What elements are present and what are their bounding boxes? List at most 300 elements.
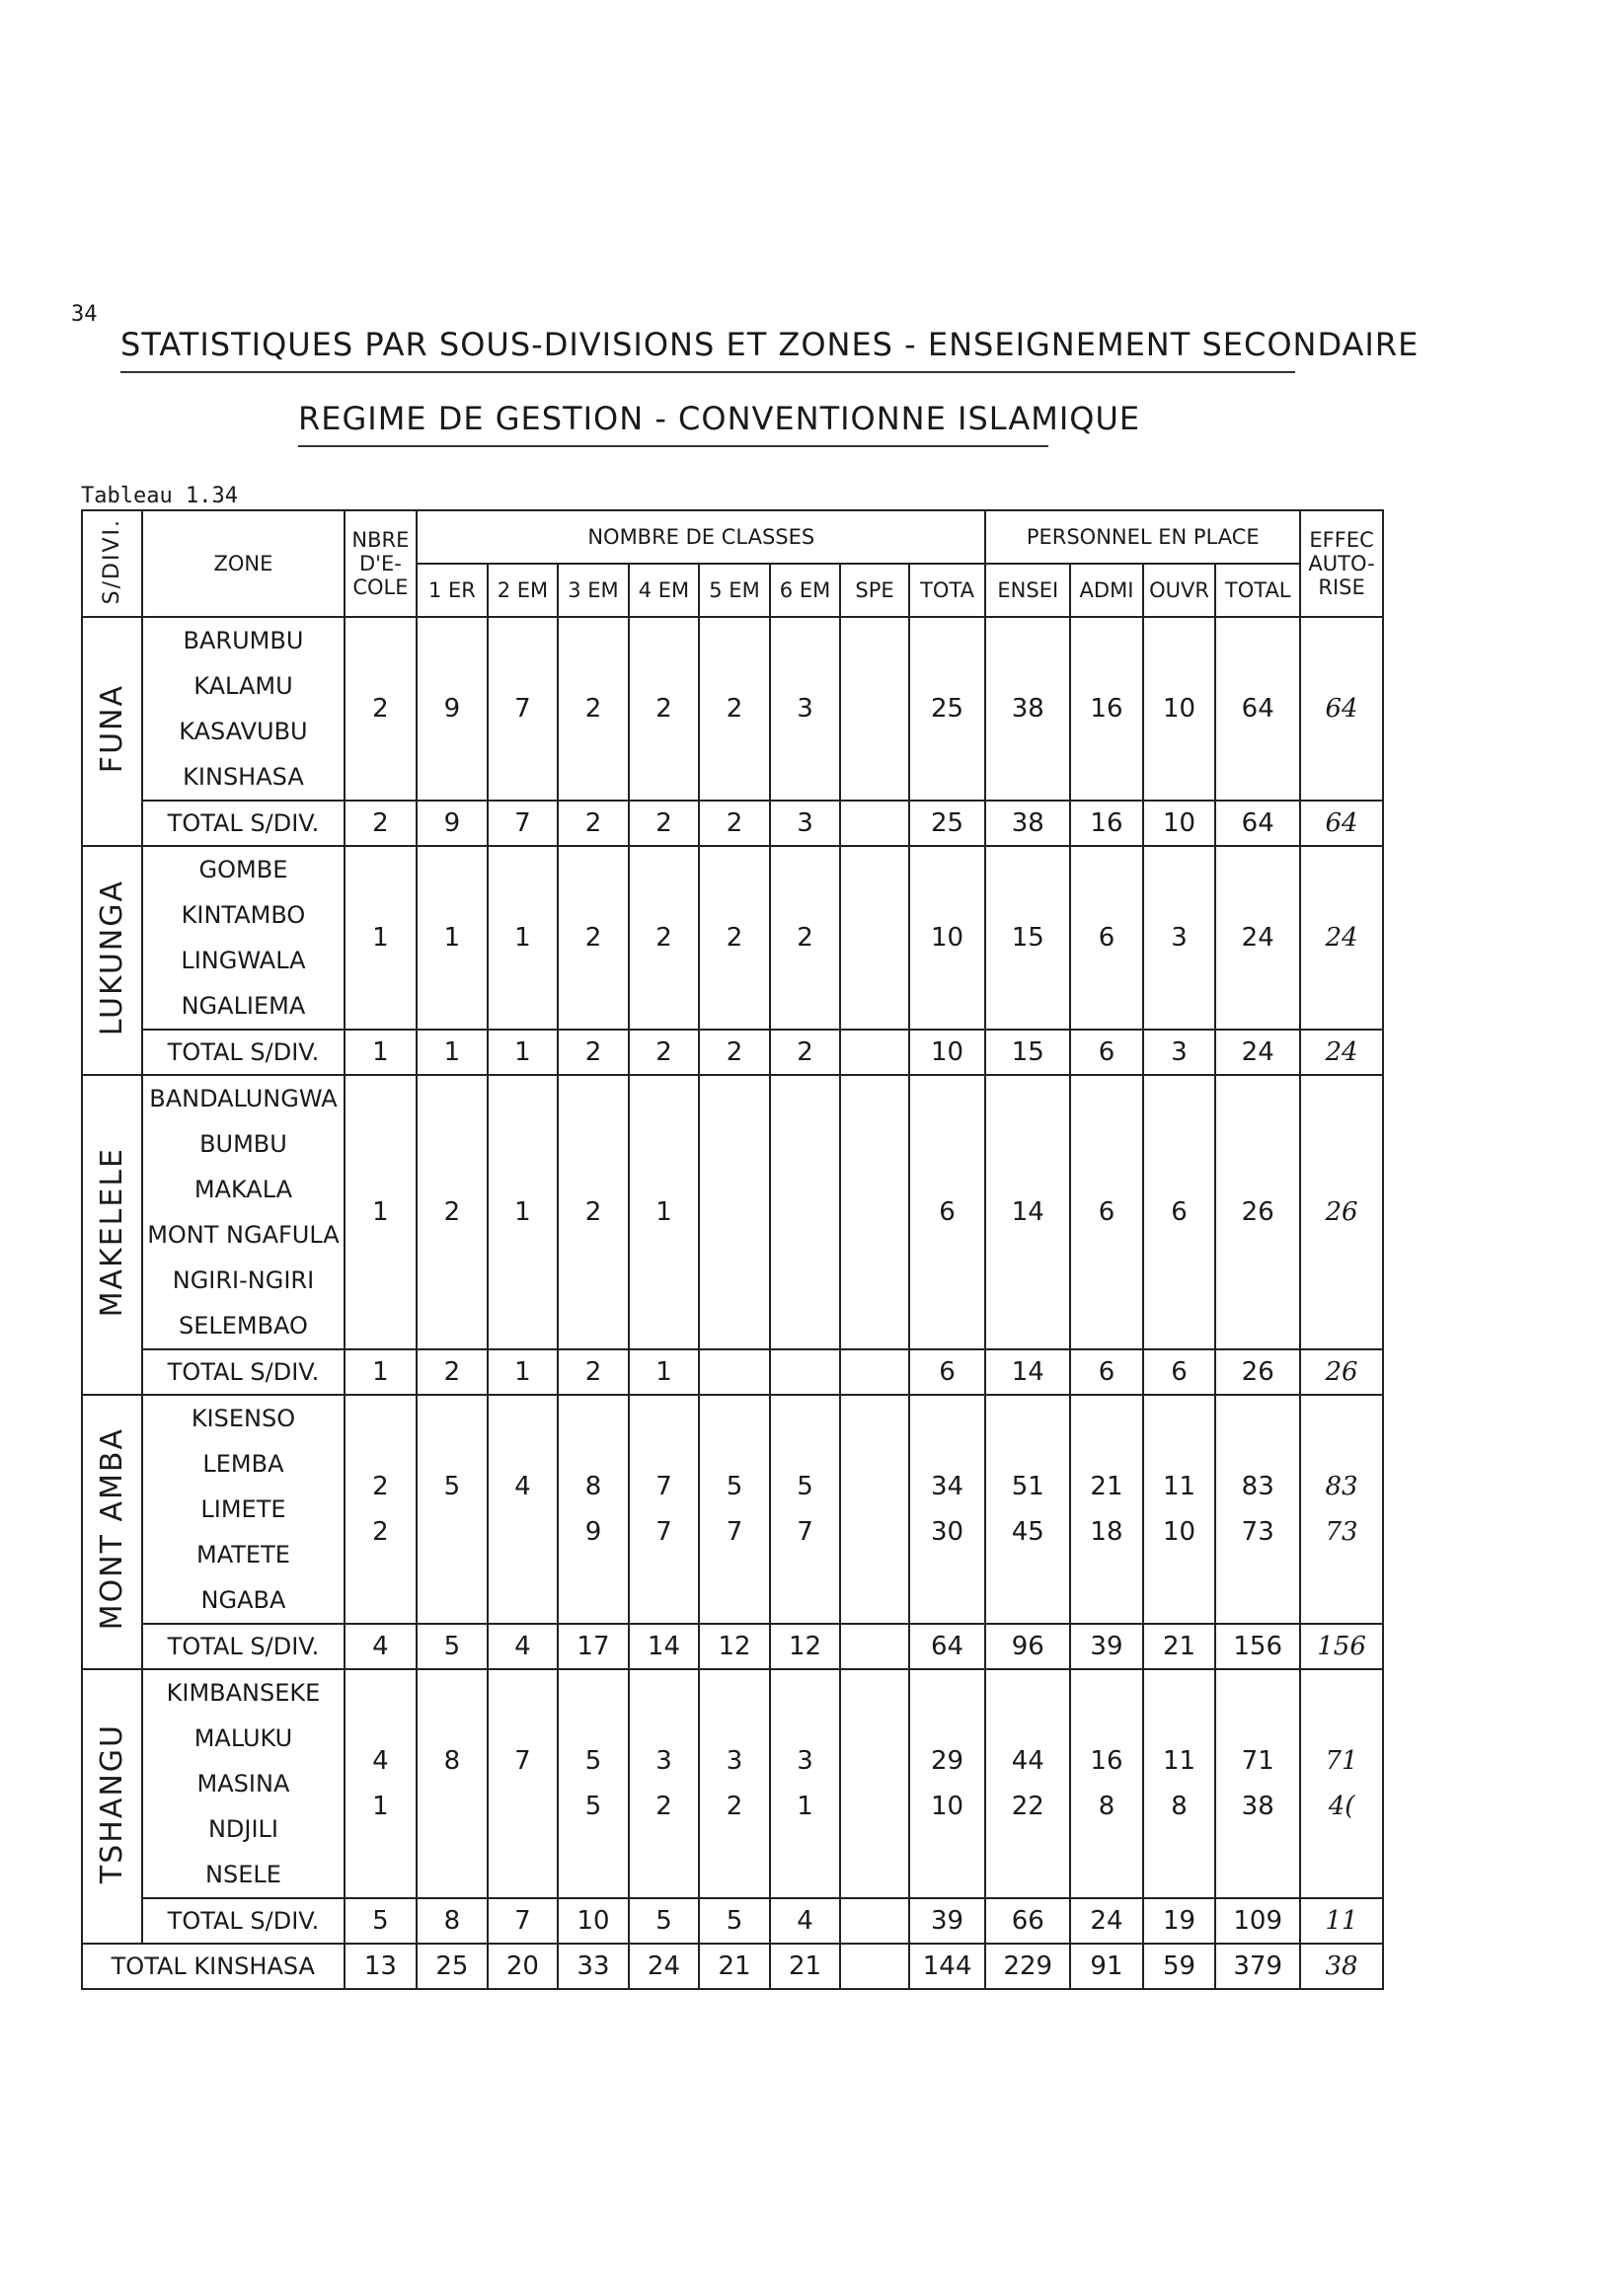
- cell-value: 8: [1171, 1792, 1188, 1821]
- total-value: 8: [417, 1898, 488, 1944]
- header-class-2: 3 EM: [558, 564, 629, 617]
- total-value: 6: [1143, 1349, 1216, 1395]
- cell-value: 3: [797, 1746, 813, 1776]
- data-cell: [770, 1669, 841, 1898]
- page-number: 34: [71, 302, 98, 327]
- zone-name: KISENSO: [191, 1405, 296, 1432]
- cell-value: 16: [1090, 694, 1123, 724]
- data-cell: [1143, 846, 1216, 1030]
- zone-name: MATETE: [196, 1541, 290, 1569]
- cell-value: 5: [584, 1746, 602, 1776]
- cell-value: [774, 1189, 837, 1235]
- grand-total-value: 379: [1215, 1944, 1300, 1989]
- total-value: 2: [629, 801, 700, 846]
- total-value: 1: [417, 1030, 488, 1075]
- zone-name: MAKALA: [193, 1176, 293, 1203]
- cell-value: 83: [1325, 1472, 1358, 1501]
- subdivision-name: [82, 1669, 142, 1944]
- cell-value: 64: [1241, 694, 1274, 724]
- data-cell: [1300, 1075, 1383, 1349]
- subdivision-total-row: [82, 1030, 1383, 1075]
- data-cell: [1143, 1669, 1216, 1898]
- cell-value: 6: [939, 1197, 956, 1227]
- data-cell: [1070, 1669, 1143, 1898]
- zone-name: KALAMU: [193, 672, 293, 700]
- cell-value: 45: [1011, 1517, 1044, 1547]
- total-value: 21: [1143, 1624, 1216, 1669]
- data-cell: [699, 846, 770, 1030]
- data-cell: [909, 1669, 986, 1898]
- cell-value: [844, 1784, 904, 1829]
- data-cell: [1215, 1669, 1300, 1898]
- cell-value: 11: [1162, 1746, 1196, 1776]
- data-cell: [629, 846, 700, 1030]
- zone-list: [142, 1395, 344, 1624]
- cell-value: 5: [584, 1792, 602, 1821]
- total-value: 2: [558, 1349, 629, 1395]
- data-cell: [417, 1075, 488, 1349]
- subdivision-row: [82, 1669, 1383, 1898]
- total-value: 6: [909, 1349, 986, 1395]
- total-value: 5: [629, 1898, 700, 1944]
- grand-total-value: 33: [558, 1944, 629, 1989]
- data-cell: [417, 1395, 488, 1624]
- data-cell: [840, 1669, 908, 1898]
- cell-value: 26: [1241, 1197, 1274, 1227]
- data-cell: [909, 1395, 986, 1624]
- total-value: 10: [558, 1898, 629, 1944]
- cell-value: 51: [1011, 1472, 1044, 1501]
- total-value: 10: [1143, 801, 1216, 846]
- data-cell: [417, 617, 488, 801]
- total-value: 9: [417, 801, 488, 846]
- cell-value: 7: [655, 1472, 672, 1501]
- cell-value: [492, 1784, 555, 1829]
- zone-name: KINTAMBO: [181, 901, 306, 929]
- cell-value: 30: [931, 1517, 964, 1547]
- total-label: TOTAL S/DIV.: [142, 801, 344, 846]
- subdivision-row: [82, 1395, 1383, 1624]
- subdivision-label: TSHANGU: [95, 1722, 130, 1884]
- data-cell: [985, 1395, 1070, 1624]
- total-value: 6: [1070, 1349, 1143, 1395]
- zone-name: MONT NGAFULA: [147, 1221, 340, 1249]
- total-value: 24: [1300, 1030, 1383, 1075]
- header-effec-autorise: EFFEC AUTO- RISE: [1300, 510, 1383, 617]
- data-cell: [488, 846, 559, 1030]
- cell-value: 5: [443, 1472, 461, 1501]
- total-value: 11: [1300, 1898, 1383, 1944]
- cell-value: 2: [584, 694, 602, 724]
- cell-value: 2: [655, 694, 672, 724]
- cell-value: 3: [1171, 923, 1188, 953]
- data-cell: [1143, 1075, 1216, 1349]
- total-value: 15: [985, 1030, 1070, 1075]
- cell-value: 18: [1090, 1517, 1123, 1547]
- cell-value: 2: [372, 694, 389, 724]
- cell-value: 4(: [1328, 1792, 1355, 1821]
- zone-name: BUMBU: [199, 1130, 287, 1158]
- grand-total-value: [840, 1944, 908, 1989]
- zone-list: [142, 846, 344, 1030]
- total-value: 2: [558, 1030, 629, 1075]
- zone-name: NGIRI-NGIRI: [172, 1266, 315, 1294]
- grand-total-value: 20: [488, 1944, 559, 1989]
- data-cell: [417, 846, 488, 1030]
- total-label: TOTAL S/DIV.: [142, 1030, 344, 1075]
- grand-total-value: 38: [1300, 1944, 1383, 1989]
- data-cell: [345, 1395, 418, 1624]
- cell-value: 64: [1325, 694, 1358, 724]
- total-value: 12: [699, 1624, 770, 1669]
- cell-value: 29: [931, 1746, 964, 1776]
- cell-value: 6: [1098, 1197, 1115, 1227]
- data-cell: [985, 1669, 1070, 1898]
- statistics-table: [81, 509, 1384, 1990]
- data-cell: [629, 1395, 700, 1624]
- data-cell: [1070, 1395, 1143, 1624]
- total-value: 3: [1143, 1030, 1216, 1075]
- cell-value: 7: [514, 1746, 531, 1776]
- header-personnel-1: ADMI: [1070, 564, 1143, 617]
- cell-value: 9: [443, 694, 461, 724]
- data-cell: [1300, 1395, 1383, 1624]
- data-cell: [770, 1075, 841, 1349]
- page-title: STATISTIQUES PAR SOUS-DIVISIONS ET ZONES - ENSEIGNEMENT SECONDAIRE: [120, 326, 1295, 373]
- cell-value: 1: [372, 923, 389, 953]
- header-nombre-de-classes: NOMBRE DE CLASSES: [417, 510, 985, 564]
- total-value: 66: [985, 1898, 1070, 1944]
- total-value: 64: [1215, 801, 1300, 846]
- cell-value: 10: [931, 923, 964, 953]
- cell-value: 38: [1241, 1792, 1274, 1821]
- cell-value: [844, 686, 904, 731]
- subdivision-name: [82, 617, 142, 846]
- total-value: 4: [488, 1624, 559, 1669]
- cell-value: 14: [1011, 1197, 1044, 1227]
- grand-total-value: 21: [699, 1944, 770, 1989]
- total-value: 24: [1215, 1030, 1300, 1075]
- total-value: [699, 1349, 770, 1395]
- zone-name: MALUKU: [193, 1724, 293, 1752]
- cell-value: 71: [1325, 1746, 1358, 1776]
- total-value: 2: [558, 801, 629, 846]
- data-cell: [840, 1075, 908, 1349]
- total-value: 2: [345, 801, 418, 846]
- total-value: 24: [1070, 1898, 1143, 1944]
- zone-list: [142, 617, 344, 801]
- data-cell: [840, 1395, 908, 1624]
- data-cell: [629, 1669, 700, 1898]
- total-value: 26: [1215, 1349, 1300, 1395]
- data-cell: [770, 617, 841, 801]
- zone-name: SELEMBAO: [178, 1312, 308, 1339]
- cell-value: [421, 1784, 484, 1829]
- total-value: 39: [909, 1898, 986, 1944]
- header-class-3: 4 EM: [629, 564, 700, 617]
- total-value: 2: [417, 1349, 488, 1395]
- subdivision-label: MONT AMBA: [95, 1427, 130, 1631]
- total-value: 156: [1300, 1624, 1383, 1669]
- data-cell: [770, 1395, 841, 1624]
- total-value: 38: [985, 801, 1070, 846]
- total-value: 12: [770, 1624, 841, 1669]
- total-value: 14: [629, 1624, 700, 1669]
- grand-total-value: 21: [770, 1944, 841, 1989]
- header-personnel-3: TOTAL: [1215, 564, 1300, 617]
- cell-value: 6: [1098, 923, 1115, 953]
- data-cell: [1215, 617, 1300, 801]
- cell-value: 2: [443, 1197, 461, 1227]
- zone-name: KIMBANSEKE: [166, 1679, 321, 1707]
- data-cell: [488, 1669, 559, 1898]
- data-cell: [985, 1075, 1070, 1349]
- data-cell: [488, 1395, 559, 1624]
- cell-value: 8: [1098, 1792, 1115, 1821]
- cell-value: 8: [584, 1472, 602, 1501]
- data-cell: [417, 1669, 488, 1898]
- cell-value: [703, 1189, 766, 1235]
- cell-value: 3: [797, 694, 813, 724]
- total-value: 5: [345, 1898, 418, 1944]
- subdivision-label: LUKUNGA: [95, 879, 130, 1036]
- cell-value: 3: [655, 1746, 672, 1776]
- cell-value: 3: [726, 1746, 743, 1776]
- total-label: TOTAL S/DIV.: [142, 1898, 344, 1944]
- subdivision-label: FUNA: [95, 683, 130, 774]
- total-value: 3: [770, 801, 841, 846]
- total-value: 26: [1300, 1349, 1383, 1395]
- zone-name: LINGWALA: [181, 947, 306, 974]
- grand-total-value: 59: [1143, 1944, 1216, 1989]
- cell-value: 73: [1325, 1517, 1358, 1547]
- cell-value: 22: [1011, 1792, 1044, 1821]
- data-cell: [770, 846, 841, 1030]
- cell-value: 7: [797, 1517, 813, 1547]
- total-value: 7: [488, 801, 559, 846]
- grand-total-value: 144: [909, 1944, 986, 1989]
- header-zone: ZONE: [142, 510, 344, 617]
- zone-name: KASAVUBU: [179, 718, 308, 745]
- data-cell: [345, 1075, 418, 1349]
- cell-value: 21: [1090, 1472, 1123, 1501]
- header-class-4: 5 EM: [699, 564, 770, 617]
- data-cell: [629, 617, 700, 801]
- cell-value: 2: [372, 1517, 389, 1547]
- total-value: 10: [909, 1030, 986, 1075]
- zone-name: NDJILI: [207, 1815, 278, 1843]
- grand-total-value: 229: [985, 1944, 1070, 1989]
- cell-value: 7: [655, 1517, 672, 1547]
- total-value: [840, 1898, 908, 1944]
- header-nbre-ecole: NBRE D'E- COLE: [345, 510, 418, 617]
- grand-total-value: 25: [417, 1944, 488, 1989]
- total-value: [840, 1349, 908, 1395]
- data-cell: [558, 1075, 629, 1349]
- subdivision-name: [82, 846, 142, 1075]
- total-value: 2: [629, 1030, 700, 1075]
- data-cell: [345, 1669, 418, 1898]
- cell-value: [421, 1509, 484, 1555]
- total-value: 39: [1070, 1624, 1143, 1669]
- cell-value: 2: [584, 923, 602, 953]
- zone-name: BANDALUNGWA: [149, 1085, 338, 1112]
- subdivision-row: [82, 617, 1383, 801]
- data-cell: [558, 1395, 629, 1624]
- cell-value: 8: [443, 1746, 461, 1776]
- total-value: [840, 1030, 908, 1075]
- cell-value: 38: [1011, 694, 1044, 724]
- cell-value: 1: [372, 1792, 389, 1821]
- total-value: 1: [488, 1030, 559, 1075]
- data-cell: [985, 846, 1070, 1030]
- data-cell: [1300, 617, 1383, 801]
- header-class-6: SPE: [840, 564, 908, 617]
- grand-total-row: [82, 1944, 1383, 1989]
- data-cell: [840, 846, 908, 1030]
- subdivision-total-row: [82, 1898, 1383, 1944]
- cell-value: 1: [655, 1197, 672, 1227]
- total-value: 4: [770, 1898, 841, 1944]
- zone-name: LIMETE: [200, 1495, 286, 1523]
- header-personnel-0: ENSEI: [985, 564, 1070, 617]
- header-personnel-2: OUVR: [1143, 564, 1216, 617]
- header-class-0: 1 ER: [417, 564, 488, 617]
- table-caption: Tableau 1.34: [81, 484, 238, 508]
- zone-list: [142, 1669, 344, 1898]
- total-label: TOTAL S/DIV.: [142, 1349, 344, 1395]
- cell-value: 2: [372, 1472, 389, 1501]
- cell-value: 7: [514, 694, 531, 724]
- cell-value: 44: [1011, 1746, 1044, 1776]
- total-value: 5: [417, 1624, 488, 1669]
- total-value: 109: [1215, 1898, 1300, 1944]
- data-cell: [1300, 846, 1383, 1030]
- cell-value: 1: [514, 1197, 531, 1227]
- data-cell: [985, 617, 1070, 801]
- total-value: 17: [558, 1624, 629, 1669]
- cell-value: 2: [655, 1792, 672, 1821]
- cell-value: [844, 1509, 904, 1555]
- total-value: 96: [985, 1624, 1070, 1669]
- cell-value: 9: [584, 1517, 602, 1547]
- total-value: 1: [345, 1030, 418, 1075]
- data-cell: [1215, 1395, 1300, 1624]
- data-cell: [1143, 617, 1216, 801]
- cell-value: 24: [1325, 923, 1358, 953]
- zone-name: BARUMBU: [183, 627, 304, 654]
- total-value: 5: [699, 1898, 770, 1944]
- subdivision-name: [82, 1395, 142, 1669]
- cell-value: 2: [726, 1792, 743, 1821]
- total-value: 2: [699, 801, 770, 846]
- data-cell: [488, 617, 559, 801]
- header-class-1: 2 EM: [488, 564, 559, 617]
- total-value: 16: [1070, 801, 1143, 846]
- grand-total-value: 13: [345, 1944, 418, 1989]
- cell-value: [844, 1189, 904, 1235]
- cell-value: 1: [514, 923, 531, 953]
- cell-value: 83: [1241, 1472, 1274, 1501]
- data-cell: [345, 846, 418, 1030]
- total-value: [840, 801, 908, 846]
- total-value: 1: [629, 1349, 700, 1395]
- cell-value: 71: [1241, 1746, 1274, 1776]
- subdivision-row: [82, 1075, 1383, 1349]
- total-value: 2: [770, 1030, 841, 1075]
- subdivision-total-row: [82, 1624, 1383, 1669]
- subdivision-name: [82, 1075, 142, 1395]
- cell-value: 24: [1241, 923, 1274, 953]
- total-value: [840, 1624, 908, 1669]
- data-cell: [1300, 1669, 1383, 1898]
- cell-value: 2: [584, 1197, 602, 1227]
- data-cell: [558, 846, 629, 1030]
- grand-total-value: 24: [629, 1944, 700, 1989]
- cell-value: 34: [931, 1472, 964, 1501]
- cell-value: [844, 1464, 904, 1509]
- data-cell: [488, 1075, 559, 1349]
- total-value: 64: [909, 1624, 986, 1669]
- cell-value: 2: [726, 923, 743, 953]
- data-cell: [840, 617, 908, 801]
- subdivision-label: MAKELELE: [95, 1146, 130, 1318]
- cell-value: 25: [931, 694, 964, 724]
- zone-list: [142, 1075, 344, 1349]
- data-cell: [629, 1075, 700, 1349]
- data-cell: [1143, 1395, 1216, 1624]
- total-value: 14: [985, 1349, 1070, 1395]
- cell-value: 4: [372, 1746, 389, 1776]
- data-cell: [1215, 846, 1300, 1030]
- cell-value: 1: [372, 1197, 389, 1227]
- cell-value: 10: [931, 1792, 964, 1821]
- grand-total-label: TOTAL KINSHASA: [82, 1944, 345, 1989]
- total-value: 64: [1300, 801, 1383, 846]
- grand-total-value: 91: [1070, 1944, 1143, 1989]
- data-cell: [558, 1669, 629, 1898]
- cell-value: [844, 1738, 904, 1784]
- cell-value: 7: [726, 1517, 743, 1547]
- total-label: TOTAL S/DIV.: [142, 1624, 344, 1669]
- total-value: 6: [1070, 1030, 1143, 1075]
- cell-value: 11: [1162, 1472, 1196, 1501]
- cell-value: 15: [1011, 923, 1044, 953]
- cell-value: 4: [514, 1472, 531, 1501]
- cell-value: 2: [797, 923, 813, 953]
- data-cell: [909, 1075, 986, 1349]
- data-cell: [345, 617, 418, 801]
- zone-name: MASINA: [196, 1770, 290, 1798]
- total-value: 2: [699, 1030, 770, 1075]
- total-value: 1: [345, 1349, 418, 1395]
- zone-name: LEMBA: [202, 1450, 284, 1478]
- data-cell: [558, 617, 629, 801]
- zone-name: NGABA: [200, 1586, 286, 1614]
- data-cell: [699, 1075, 770, 1349]
- data-cell: [699, 1669, 770, 1898]
- total-value: 7: [488, 1898, 559, 1944]
- total-value: 4: [345, 1624, 418, 1669]
- cell-value: 1: [797, 1792, 813, 1821]
- data-cell: [909, 846, 986, 1030]
- cell-value: 73: [1241, 1517, 1274, 1547]
- cell-value: 10: [1162, 694, 1196, 724]
- data-cell: [1070, 617, 1143, 801]
- header-class-7: TOTA: [909, 564, 986, 617]
- cell-value: 1: [443, 923, 461, 953]
- cell-value: 16: [1090, 1746, 1123, 1776]
